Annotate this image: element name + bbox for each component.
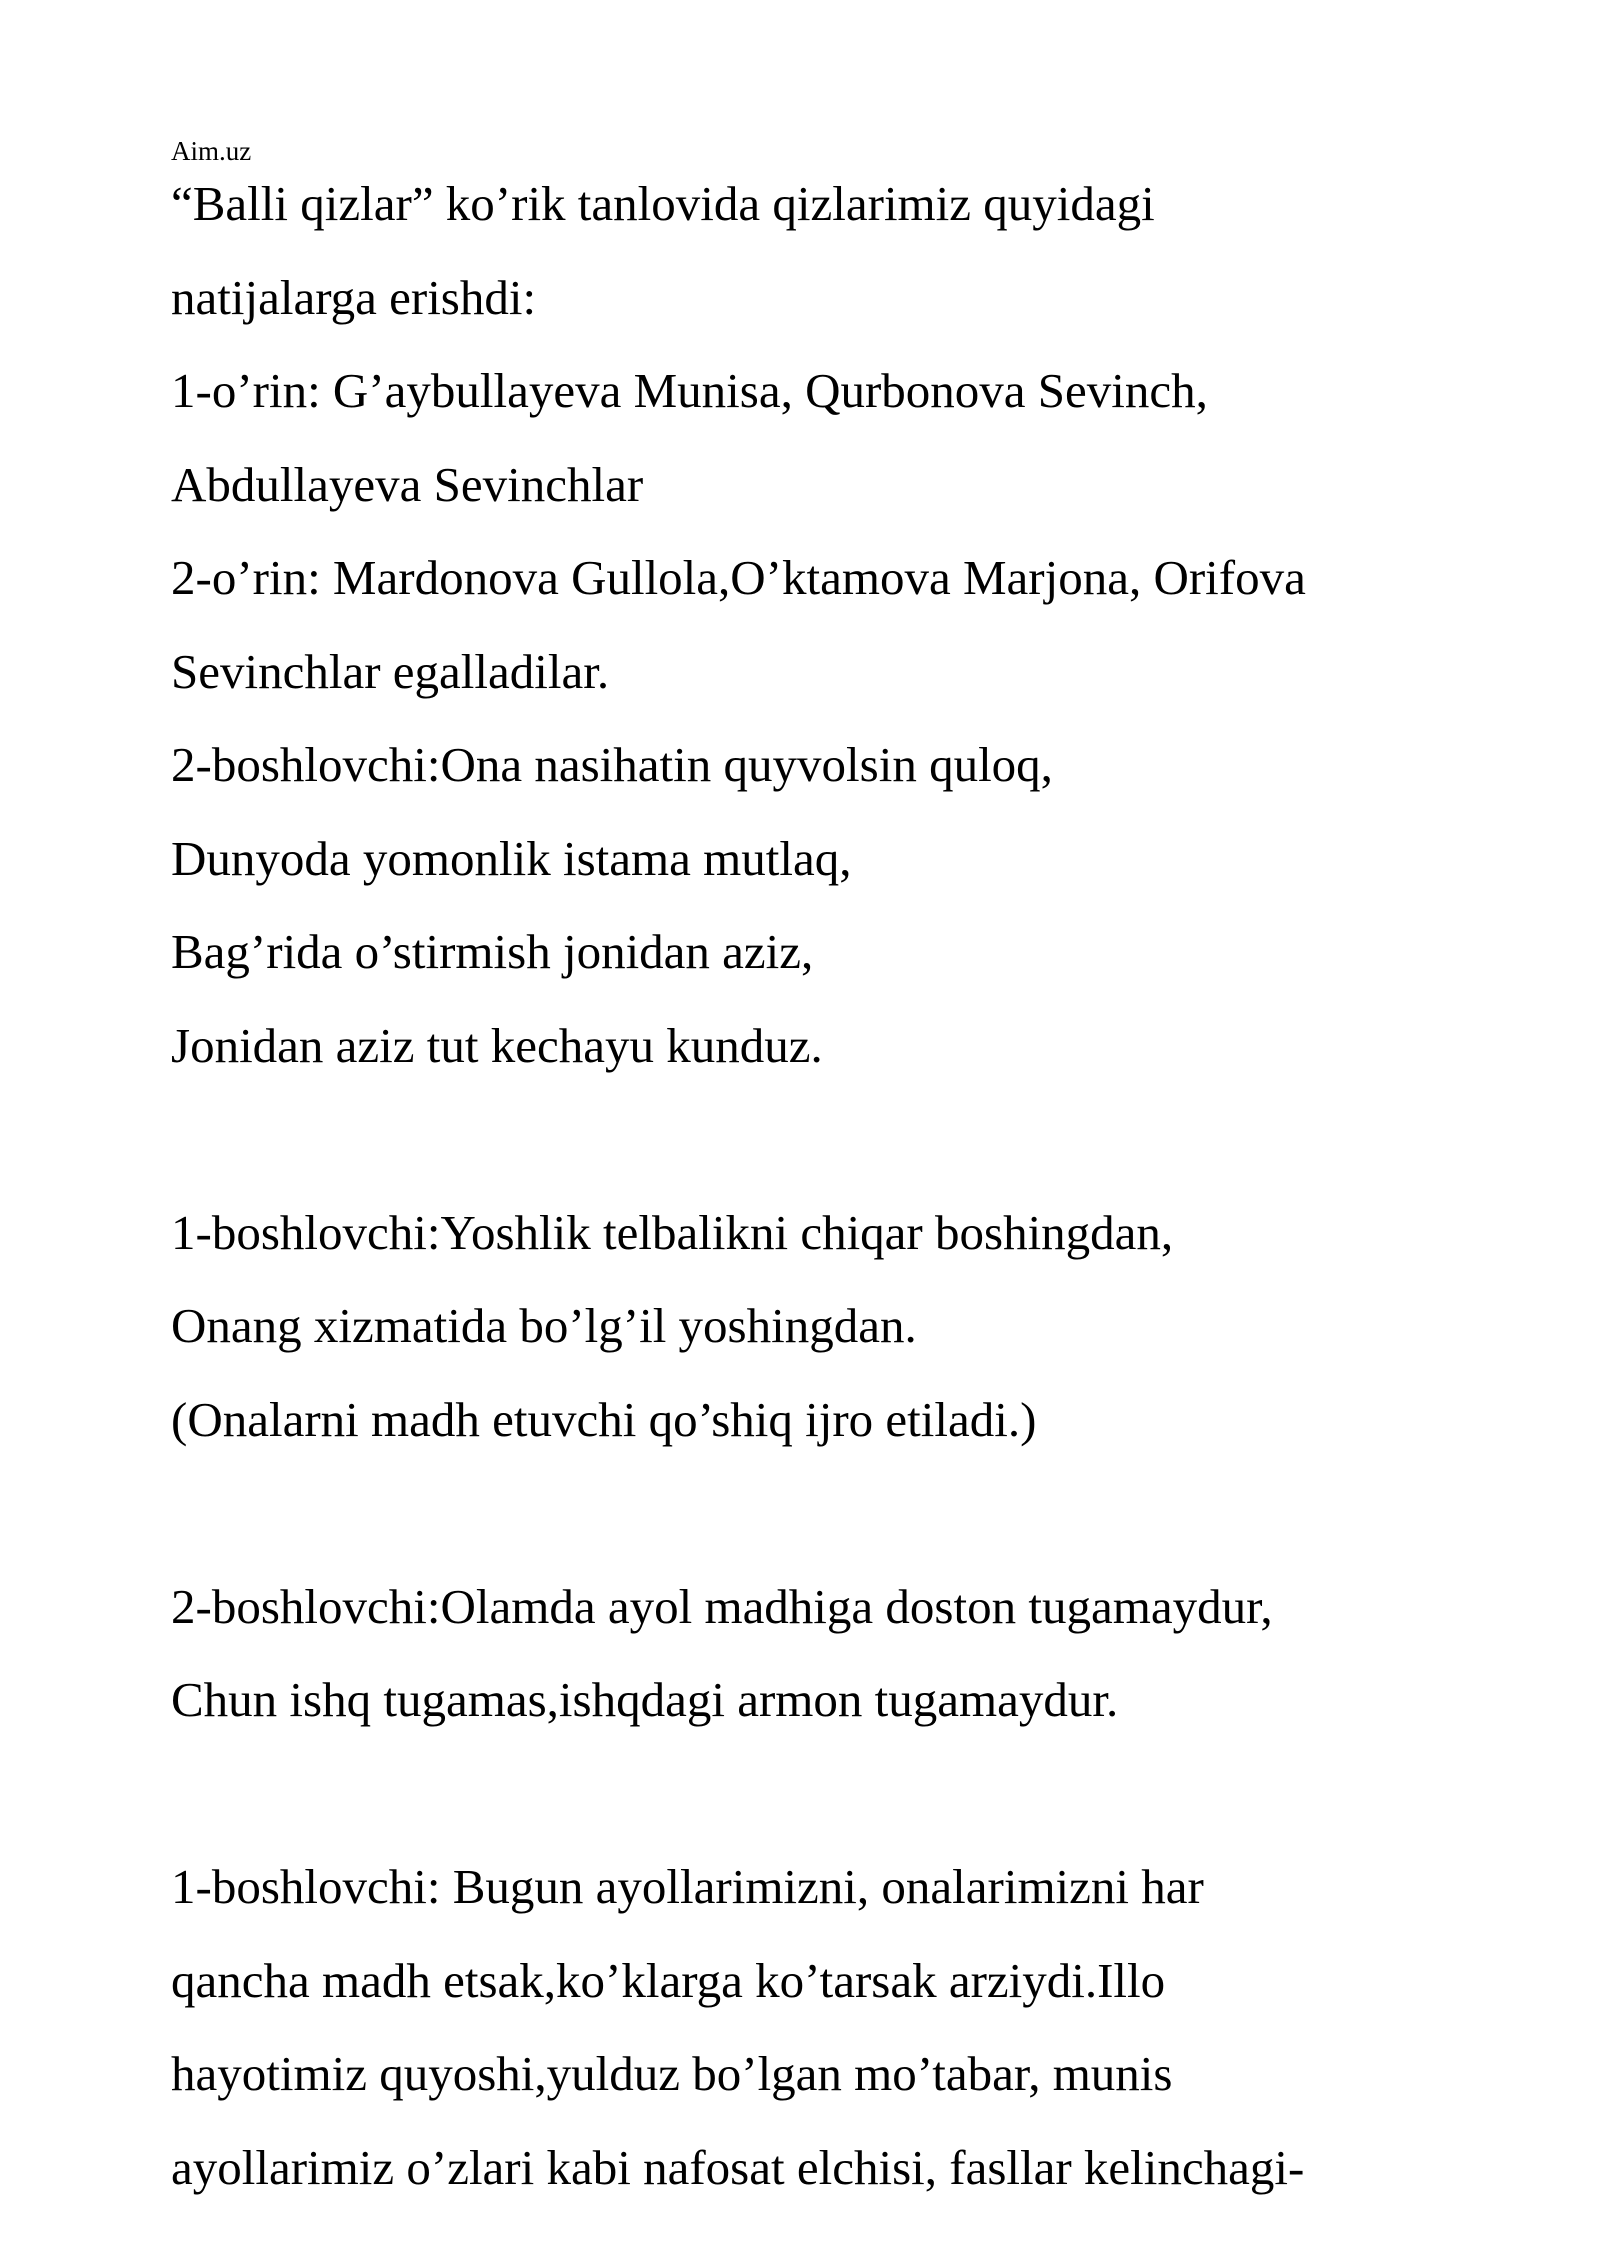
text-line: Onang xizmatida bo’lg’il yoshingdan. <box>171 1298 917 1353</box>
blank-line <box>171 1466 1471 1560</box>
text-line: ayollarimiz o’zlari kabi nafosat elchisi, fasllar kelinchagi- <box>171 2139 1305 2195</box>
text-line: 1-boshlovchi: Bugun ayollarimizni, onalarimizni har <box>171 1859 1204 1914</box>
text-line: Dunyoda yomonlik istama mutlaq, <box>171 830 852 886</box>
blank-line <box>171 1092 1471 1186</box>
site-header-note: Aim.uz <box>171 136 252 166</box>
text-line: Chun ishq tugamas,ishqdagi armon tugamaydur. <box>171 1672 1119 1727</box>
text-line: Sevinchlar egalladilar. <box>171 643 610 699</box>
text-line: 2-o’rin: Mardonova Gullola,O’ktamova Marjona, Orifova <box>171 550 1306 605</box>
text-line: 1-o’rin: G’aybullayeva Munisa, Qurbonova Sevinch, <box>171 363 1208 418</box>
blank-line <box>171 1747 1471 1841</box>
text-line: (Onalarni madh etuvchi qo’shiq ijro etiladi.) <box>171 1391 1037 1447</box>
text-line: Bag’rida o’stirmish jonidan aziz, <box>171 924 814 979</box>
text-line: 2-boshlovchi:Ona nasihatin quyvolsin quloq, <box>171 737 1053 792</box>
text-line: “Balli qizlar” ko’rik tanlovida qizlarimiz quyidagi <box>171 176 1155 231</box>
text-line: Jonidan aziz tut kechayu kunduz. <box>171 1017 823 1073</box>
text-line: qancha madh etsak,ko’klarga ko’tarsak arziydi.Illo <box>171 1952 1166 2008</box>
text-line: hayotimiz quyoshi,yulduz bo’lgan mo’tabar, munis <box>171 2046 1173 2101</box>
text-line: Abdullayeva Sevinchlar <box>171 456 644 512</box>
document-body <box>171 157 1471 2214</box>
text-line: 1-boshlovchi:Yoshlik telbalikni chiqar boshingdan, <box>171 1204 1174 1260</box>
text-line: natijalarga erishdi: <box>171 269 537 325</box>
text-line: 2-boshlovchi:Olamda ayol madhiga doston tugamaydur, <box>171 1578 1273 1634</box>
